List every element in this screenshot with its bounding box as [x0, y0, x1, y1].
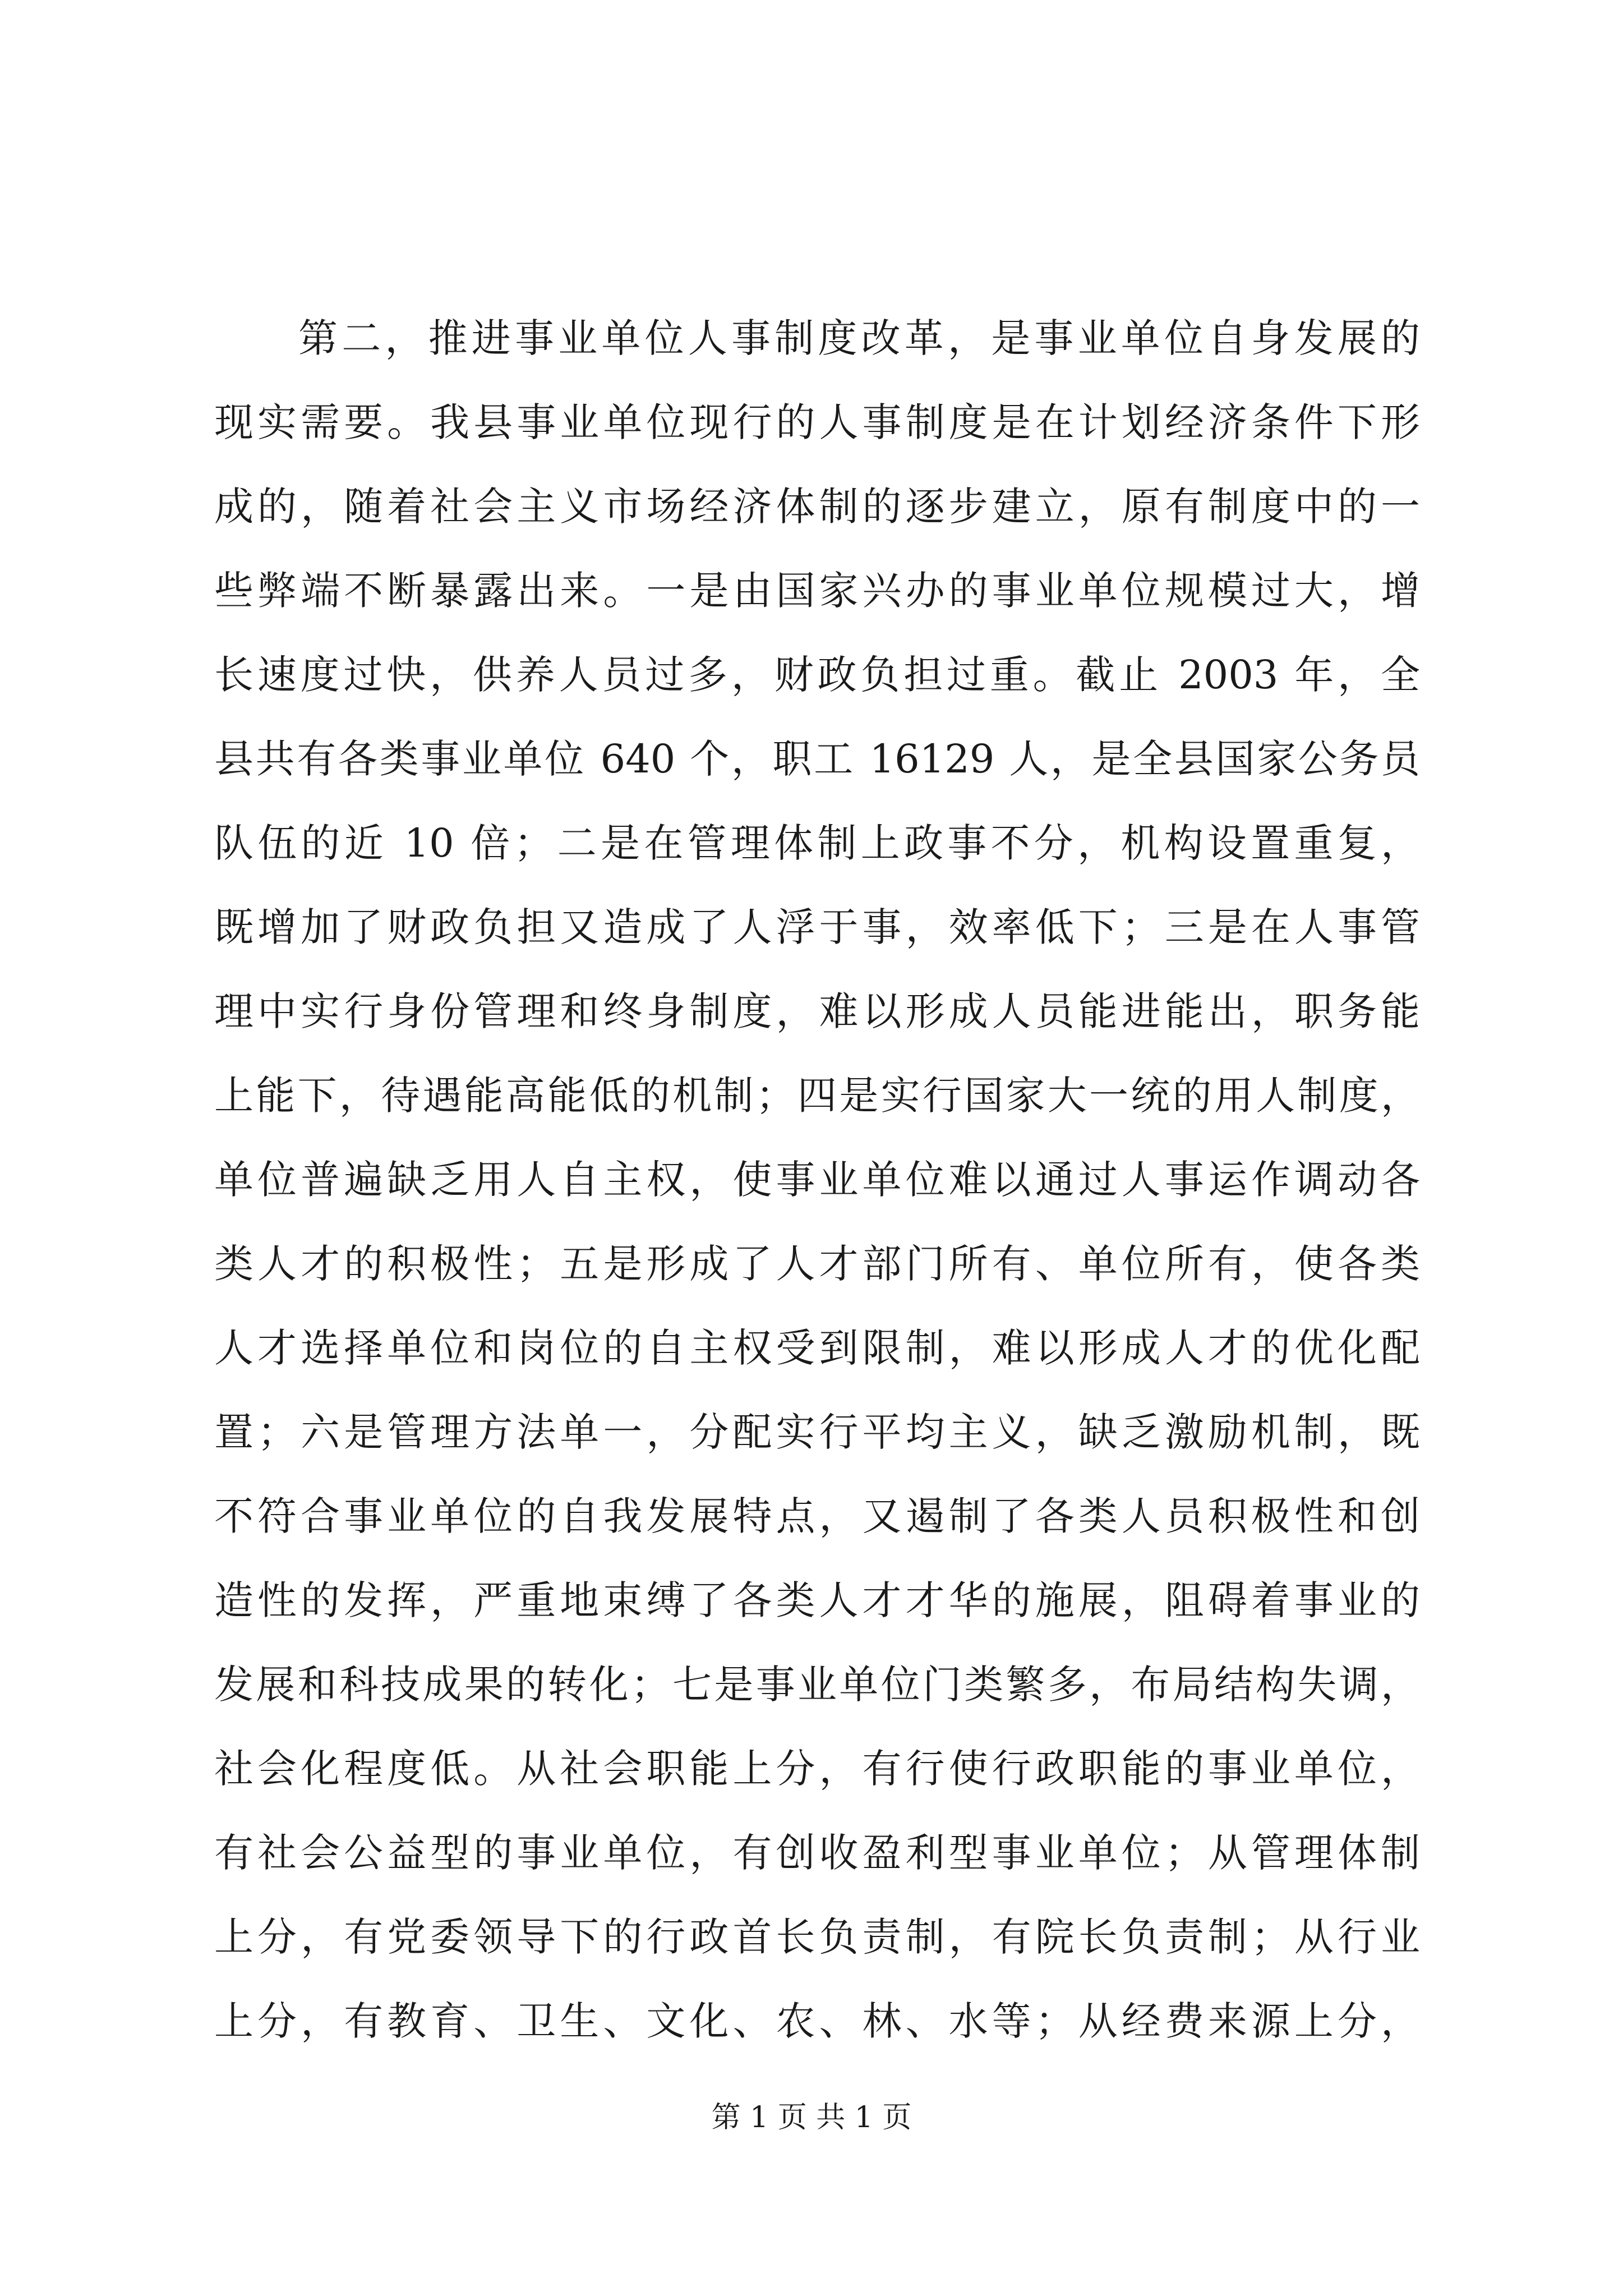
text-line: 长速度过快，供养人员过多，财政负担过重。截止 2003 年，全 — [214, 652, 1420, 698]
text-line: 成的，随着社会主义市场经济体制的逐步建立，原有制度中的一 — [214, 484, 1420, 530]
text-line: 县共有各类事业单位 640 个，职工 16129 人，是全县国家公务员 — [214, 736, 1420, 782]
text-line: 上能下，待遇能高能低的机制；四是实行国家大一统的用人制度， — [214, 1073, 1420, 1119]
text-line: 上分，有教育、卫生、文化、农、林、水等；从经费来源上分， — [214, 1998, 1420, 2044]
page-footer: 第 1 页 共 1 页 — [711, 2101, 912, 2134]
text-line: 第二，推进事业单位人事制度改革，是事业单位自身发展的 — [298, 315, 1420, 361]
text-line: 队伍的近 10 倍；二是在管理体制上政事不分，机构设置重复， — [214, 820, 1420, 866]
text-line: 发展和科技成果的转化；七是事业单位门类繁多，布局结构失调， — [214, 1662, 1420, 1708]
text-line: 社会化程度低。从社会职能上分，有行使行政职能的事业单位， — [214, 1746, 1420, 1792]
text-line: 人才选择单位和岗位的自主权受到限制，难以形成人才的优化配 — [214, 1325, 1420, 1371]
text-line: 有社会公益型的事业单位，有创收盈利型事业单位；从管理体制 — [214, 1830, 1420, 1876]
text-line: 不符合事业单位的自我发展特点，又遏制了各类人员积极性和创 — [214, 1493, 1420, 1539]
text-line: 上分，有党委领导下的行政首长负责制，有院长负责制；从行业 — [214, 1914, 1420, 1960]
text-line: 理中实行身份管理和终身制度，难以形成人员能进能出，职务能 — [214, 988, 1420, 1034]
text-line: 置；六是管理方法单一，分配实行平均主义，缺乏激励机制，既 — [214, 1409, 1420, 1455]
text-line: 既增加了财政负担又造成了人浮于事，效率低下；三是在人事管 — [214, 904, 1420, 950]
body-paragraph — [214, 296, 1420, 2063]
text-line: 单位普遍缺乏用人自主权，使事业单位难以通过人事运作调动各 — [214, 1157, 1420, 1203]
text-line: 造性的发挥，严重地束缚了各类人才才华的施展，阻碍着事业的 — [214, 1577, 1420, 1623]
text-line: 现实需要。我县事业单位现行的人事制度是在计划经济条件下形 — [214, 399, 1420, 445]
text-line: 类人才的积极性；五是形成了人才部门所有、单位所有，使各类 — [214, 1241, 1420, 1287]
text-line: 些弊端不断暴露出来。一是由国家兴办的事业单位规模过大，增 — [214, 568, 1420, 614]
